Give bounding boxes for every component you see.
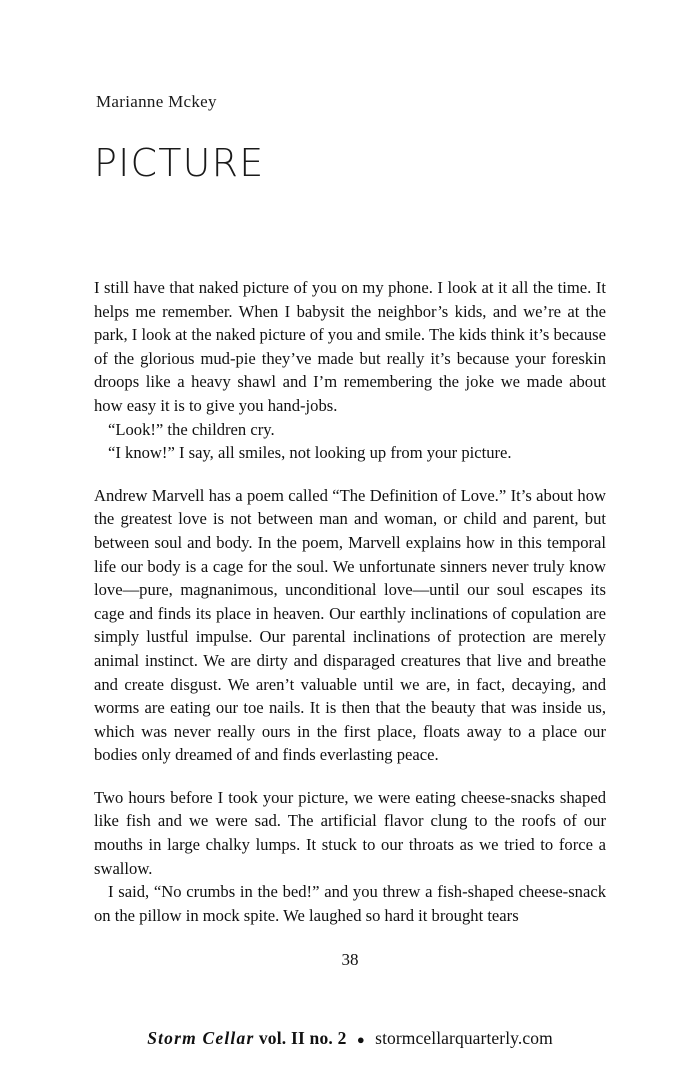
journal-name: Storm Cellar: [147, 1028, 255, 1048]
paragraph: Andrew Marvell has a poem called “The Definition of Love.” It’s about how the greatest love is not between man and woman, or child and parent, but between soul and body. In the poem, Marvell explains how in this temporal life our body is a cage for the soul. We unfortunate sinners never truly know love—pure, magnanimous, unconditional love—until our soul escapes its cage and finds its place in heaven. Our earthly inclinations of copulation are simply lustful impulse. Our parental inclinations of protection are merely animal instinct. We are dirty and disparaged creatures that live and breathe and create disgust. We aren’t valuable until we are, in fact, decaying, and worms are eating our toe nails. It is then that the beauty that was inside us, which was never really ours in the first place, floats away to a place our bodies only dreamed of and finds everlasting peace.: [94, 485, 606, 765]
website-url: stormcellarquarterly.com: [375, 1028, 553, 1048]
page-number: 38: [341, 950, 359, 969]
paragraph: I still have that naked picture of you on my phone. I look at it all the time. It helps me remember. When I babysit the neighbor’s kids, and we’re at the park, I look at the naked picture of you and smile. The kids think it’s because of the glorious mud-pie they’ve made but really it’s because your foreskin droops like a heavy shawl and I’m remembering the joke we made about how easy it is to give you hand-jobs.: [94, 278, 606, 415]
paragraph: I said, “No crumbs in the bed!” and you threw a fish-shaped cheese-snack on the pillow in mock spite. We laughed so hard it brought tears: [94, 882, 606, 925]
issue-label: vol. II no. 2: [258, 1028, 347, 1048]
paragraph: Two hours before I took your picture, we were eating cheese-snacks shaped like fish and we were sad. The artificial flavor clung to the roofs of our mouths in large chalky lumps. It stuck to our throats as we tried to force a swallow.: [94, 787, 606, 878]
paragraph: “Look!” the children cry.: [108, 419, 275, 439]
author-byline: Marianne Mckey: [96, 92, 217, 111]
paragraph: “I know!” I say, all smiles, not looking up from your picture.: [108, 443, 512, 463]
page-footer: [0, 1028, 700, 1049]
page-title: PICTURE: [94, 141, 265, 186]
article-body: [94, 276, 606, 927]
separator-dot: ●: [356, 1031, 365, 1047]
